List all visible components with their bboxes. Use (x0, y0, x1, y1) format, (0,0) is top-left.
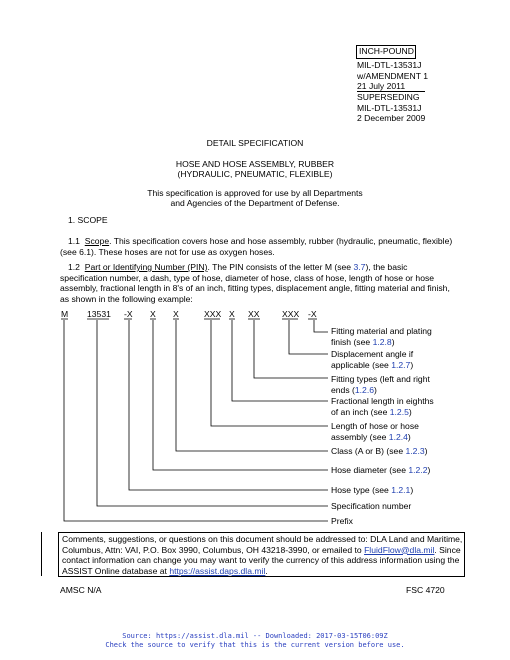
superseded-id: MIL-DTL-13531J (357, 103, 422, 113)
pin-label-spec-number: Specification number (331, 501, 412, 511)
pin-label-diameter: Hose diameter (see 1.2.2) (331, 465, 431, 475)
pin-label-displacement: Displacement angle if applicable (see 1.2.7) (331, 349, 414, 370)
spec-type: DETAIL SPECIFICATION (206, 138, 304, 148)
fsc-label: FSC 4720 (406, 585, 445, 595)
para-text: ), the basic (365, 262, 408, 272)
pin-label-prefix: Prefix (331, 516, 353, 526)
para-text: . The PIN consists of the letter M (see (207, 262, 354, 272)
source-footer-line1: Source: https://assist.dla.mil -- Downloaded: 2017-03-15T06:09Z (122, 632, 388, 640)
para-text: (see 6.1). These hoses are not for use as oxygen hoses. (60, 246, 275, 257)
pin-part-fraction: X (229, 309, 235, 319)
approval-line2: and Agencies of the Department of Defense. (170, 198, 340, 208)
paragraph-1-2 (60, 262, 460, 304)
pin-label-length: Length of hose or hose assembly (see 1.2.4) (331, 421, 419, 442)
ref-link-1-2-6[interactable]: 1.2.6 (354, 384, 375, 395)
pin-label-class: Class (A or B) (see 1.2.3) (331, 446, 428, 456)
paragraph-1-1 (60, 236, 460, 257)
para-title-pin: Part or Identifying Number (PIN) (84, 262, 208, 272)
doc-id: MIL-DTL-13531J (357, 60, 422, 70)
comments-line: Columbus, Attn: VAI, P.O. Box 3990, Columbus, OH 43218-3990, or emailed to (62, 544, 365, 555)
pin-label-fraction: Fractional length in eighths of an inch (see 1.2.5) (331, 396, 434, 417)
ref-link-1-2-8[interactable]: 1.2.8 (372, 336, 392, 347)
assist-url-link[interactable]: https://assist.daps.dla.mil (169, 565, 266, 576)
para-number: 1.2 (68, 262, 80, 272)
ref-link-1-2-2[interactable]: 1.2.2 (408, 465, 428, 475)
spec-title-line2: (HYDRAULIC, PNEUMATIC, FLEXIBLE) (177, 169, 333, 179)
approval-line1: This specification is approved for use by all Departments (147, 188, 363, 198)
pin-part-fitting-types: XX (248, 309, 260, 319)
para-title-scope: Scope (84, 236, 110, 246)
ref-link-1-2-4[interactable]: 1.2.4 (388, 431, 408, 442)
comments-line: contact information can change you may want to verify the currency of this address information using the (62, 555, 460, 566)
amendment-date: 21 July 2011 (357, 81, 425, 92)
comments-box: Comments, suggestions, or questions on this document should be addressed to: DLA Land and Maritime, Columbus, Attn: VAI, P.O. Box 3990, Columbus, OH 43218-3990, or emailed to FluidFlow@dla.mil. Since contact information can change you may want to verify the currency of this address information using the ASSIST Online database at https://assist.daps.dla.mil. (58, 532, 465, 577)
para-text: specification number, a dash, type of hose, diameter of hose, class of hose, length of hose or hose (60, 272, 435, 283)
para-text: assembly, fractional length in 8's of an inch, fitting types, displacement angle, fitting material and finish, (60, 283, 450, 294)
email-link[interactable]: FluidFlow@dla.mil (364, 544, 435, 555)
source-footer-line2: Check the source to verify that this is the current version before use. (105, 641, 405, 649)
change-bar (41, 532, 42, 576)
ref-link-1-2-5[interactable]: 1.2.5 (389, 406, 409, 417)
section-heading-scope: 1. SCOPE (68, 215, 108, 225)
pin-part-spec-number: 13531 (87, 309, 111, 319)
amendment: w/AMENDMENT 1 (357, 71, 428, 81)
spec-title-line1: HOSE AND HOSE ASSEMBLY, RUBBER (175, 159, 335, 169)
ref-link-3-7[interactable]: 3.7 (353, 262, 366, 272)
amsc-label: AMSC N/A (60, 585, 102, 595)
ref-link-1-2-7[interactable]: 1.2.7 (391, 359, 411, 370)
pin-part-material: -X (308, 309, 317, 319)
pin-part-class: X (173, 309, 179, 319)
inch-pound-badge: INCH-POUND (356, 45, 416, 59)
pin-label-material: Fitting material and plating finish (see 1.2.8) (331, 326, 432, 347)
superseded-date: 2 December 2009 (357, 113, 426, 123)
para-text: as shown in the following example: (60, 293, 193, 304)
pin-part-diameter: X (150, 309, 156, 319)
pin-part-prefix: M (61, 309, 69, 319)
comments-line: Comments, suggestions, or questions on this document should be addressed to: DLA Land and Maritime, (62, 534, 463, 544)
para-text: . This specification covers hose and hose assembly, rubber (hydraulic, pneumatic, flexible) (109, 236, 453, 246)
superseding-label: SUPERSEDING (357, 92, 420, 102)
pin-label-fitting-types: Fitting types (left and right ends (1.2.6) (331, 374, 430, 395)
pin-part-displacement: XXX (282, 309, 300, 319)
ref-link-1-2-3[interactable]: 1.2.3 (405, 446, 425, 456)
comments-line: ASSIST Online database at (62, 565, 170, 576)
para-number: 1.1 (68, 236, 80, 246)
ref-link-1-2-1[interactable]: 1.2.1 (391, 485, 411, 495)
pin-part-hose-type: -X (124, 309, 133, 319)
pin-label-hose-type: Hose type (see 1.2.1) (331, 485, 414, 495)
pin-part-length: XXX (204, 309, 222, 319)
